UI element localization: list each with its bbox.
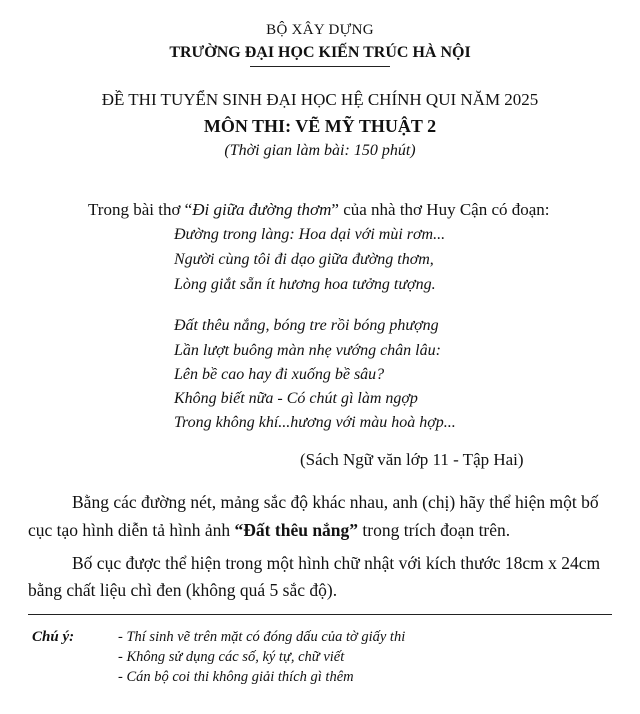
task-highlight: “Đất thêu nắng”: [234, 520, 359, 540]
intro-sentence: [88, 200, 550, 220]
task-line-2: [28, 520, 510, 541]
poem-line: Lòng giắt sẵn ít hương hoa tưởng tượng.: [174, 276, 436, 293]
school-underline: [250, 66, 390, 67]
task-line-4: bằng chất liệu chì đen (không quá 5 sắc độ).: [28, 580, 338, 600]
intro-before: Trong bài thơ “: [88, 200, 193, 219]
poem-title: Đi giữa đường thơm: [192, 200, 332, 219]
poem-line: Đường trong làng: Hoa dại với mùi rơm...: [174, 226, 446, 243]
exam-subject: MÔN THI: VẼ MỸ THUẬT 2: [203, 116, 437, 136]
intro-after: ” của nhà thơ Huy Cận có đoạn:: [331, 200, 550, 219]
exam-title: ĐỀ THI TUYỂN SINH ĐẠI HỌC HỆ CHÍNH QUI NĂM 2025: [101, 90, 539, 109]
note-item: - Cán bộ coi thi không giải thích gì thêm: [118, 669, 354, 685]
school-name: TRƯỜNG ĐẠI HỌC KIẾN TRÚC HÀ NỘI: [169, 44, 471, 61]
note-divider: [28, 614, 612, 615]
poem-line: Trong không khí...hương với màu hoà hợp...: [174, 414, 456, 431]
poem-line: Đất thêu nắng, bóng tre rồi bóng phượng: [174, 317, 439, 334]
task-line-2-after: trong trích đoạn trên.: [358, 520, 511, 540]
task-line-1: Bằng các đường nét, mảng sắc độ khác nhau, anh (chị) hãy thể hiện một bố: [72, 492, 599, 512]
exam-duration: (Thời gian làm bài: 150 phút): [224, 142, 416, 159]
task-line-3: Bố cục được thể hiện trong một hình chữ nhật với kích thước 18cm x 24cm: [72, 553, 601, 573]
ministry-name: BỘ XÂY DỰNG: [266, 22, 374, 38]
poem-source: (Sách Ngữ văn lớp 11 - Tập Hai): [300, 450, 524, 469]
poem-line: Không biết nữa - Có chút gì làm ngợp: [174, 390, 418, 407]
poem-line: Lên bề cao hay đi xuống bề sâu?: [174, 366, 385, 383]
task-line-2-before: cục tạo hình diễn tả hình ảnh: [28, 520, 235, 540]
poem-line: Lần lượt buông màn nhẹ vướng chân lâu:: [174, 342, 441, 359]
note-label: Chú ý:: [32, 629, 75, 645]
note-item: - Thí sinh vẽ trên mặt có đóng dấu của tờ giấy thi: [118, 629, 406, 645]
note-item: - Không sử dụng các số, ký tự, chữ viết: [118, 649, 345, 665]
poem-line: Người cùng tôi đi dạo giữa đường thơm,: [174, 251, 434, 268]
